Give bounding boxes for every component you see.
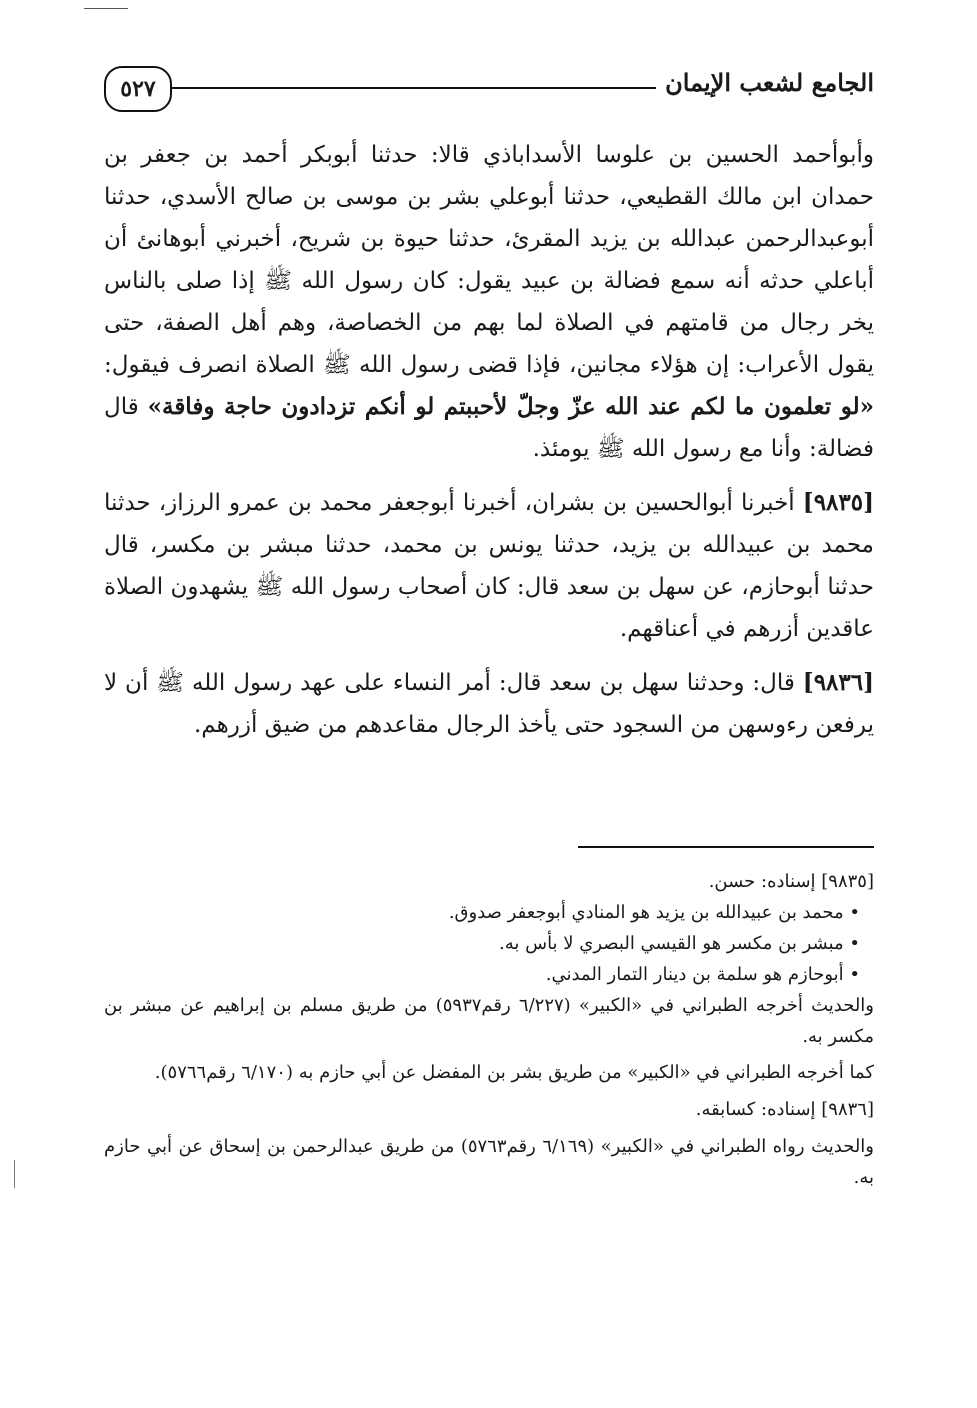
- page-number: ٥٢٧: [104, 66, 172, 112]
- footnote-bullet: • أبوحازم هو سلمة بن دينار التمار المدني.: [545, 964, 860, 985]
- hadith-text: أخبرنا أبوالحسين بن بشران، أخبرنا أبوجعفر محمد بن عمرو الرزاز، حدثنا محمد بن عبيدالله بن يزيد، حدثنا يونس بن محمد، حدثنا مبشر بن مكسر، قال حدثنا أبوحازم، عن سهل بن سعد قال: كان أصحاب رسول الله ﷺ يشهدون الصلاة عاقدين أزرهم في أعناقهم.: [104, 490, 874, 642]
- hadith-9836: [104, 662, 874, 746]
- footnote-heading: [٩٨٣٥] إسناده: حسن.: [708, 871, 874, 892]
- footnote-separator: [578, 846, 874, 848]
- footnote-bullet: • مبشر بن مكسر هو القيسي البصري لا بأس به.: [499, 933, 860, 954]
- running-title: الجامع لشعب الإيمان: [665, 68, 874, 97]
- hadith-number: [٩٨٣٥]: [802, 489, 874, 516]
- hadith-number: [٩٨٣٦]: [802, 669, 874, 696]
- scan-mark-left: [14, 1160, 15, 1188]
- paragraph-1-end: قال فضالة: وأنا مع رسول الله ﷺ يومئذ.: [104, 394, 874, 462]
- prophetic-quote: «لو تعلمون ما لكم عند الله عزّ وجلّ لأحببتم لو أنكم تزدادون حاجة وفاقة»: [147, 393, 874, 420]
- footnotes: [104, 866, 874, 1198]
- paragraph-continuation: [104, 134, 874, 470]
- footnote-heading: [٩٨٣٦] إسناده: كسابقه.: [695, 1099, 874, 1120]
- footnote-text: والحديث أخرجه الطبراني في «الكبير» (٦/٢٢٧ رقم٥٩٣٧) من طريق مسلم بن إبراهيم عن مبشر بن مكسر به.: [104, 995, 874, 1047]
- main-text: [104, 134, 874, 758]
- scan-mark-top: [84, 8, 128, 9]
- paragraph-1-text: وأبوأحمد الحسين بن علوسا الأسداباذي قالا: حدثنا أبوبكر أحمد بن جعفر بن حمدان ابن مالك القطيعي، حدثنا أبوعلي بشر بن موسى بن صالح الأسدي، حدثنا أبوعبدالرحمن عبدالله بن يزيد المقرئ، حدثنا حيوة بن شريح، أخبرني أبوهانئ أن أباعلي حدثه أنه سمع فضالة بن عبيد يقول: كان رسول الله ﷺ إذا صلى بالناس يخر رجال من قامتهم في الصلاة لما بهم من الخصاصة، وهم أهل الصفة، حتى يقول الأعراب: إن هؤلاء مجانين، فإذا قضى رسول الله ﷺ الصلاة انصرف فيقول:: [104, 142, 875, 378]
- page-header: [104, 66, 874, 114]
- hadith-text: قال: وحدثنا سهل بن سعد قال: أمر النساء على عهد رسول الله ﷺ أن لا يرفعن رءوسهن من السجود حتى يأخذ الرجال مقاعدهم من ضيق أزرهم.: [104, 670, 874, 738]
- hadith-9835: [104, 482, 874, 650]
- footnote-text: والحديث رواه الطبراني في «الكبير» (٦/١٦٩ رقم٥٧٦٣) من طريق عبدالرحمن بن إسحاق عن أبي حازم به.: [104, 1136, 875, 1188]
- footnote-bullet: • محمد بن عبيدالله بن يزيد هو المنادي أبوجعفر صدوق.: [448, 902, 860, 923]
- footnote-text: كما أخرجه الطبراني في «الكبير» من طريق بشر بن المفضل عن أبي حازم به (٦/١٧٠ رقم٥٧٦٦).: [154, 1062, 874, 1083]
- header-rule: [170, 87, 656, 89]
